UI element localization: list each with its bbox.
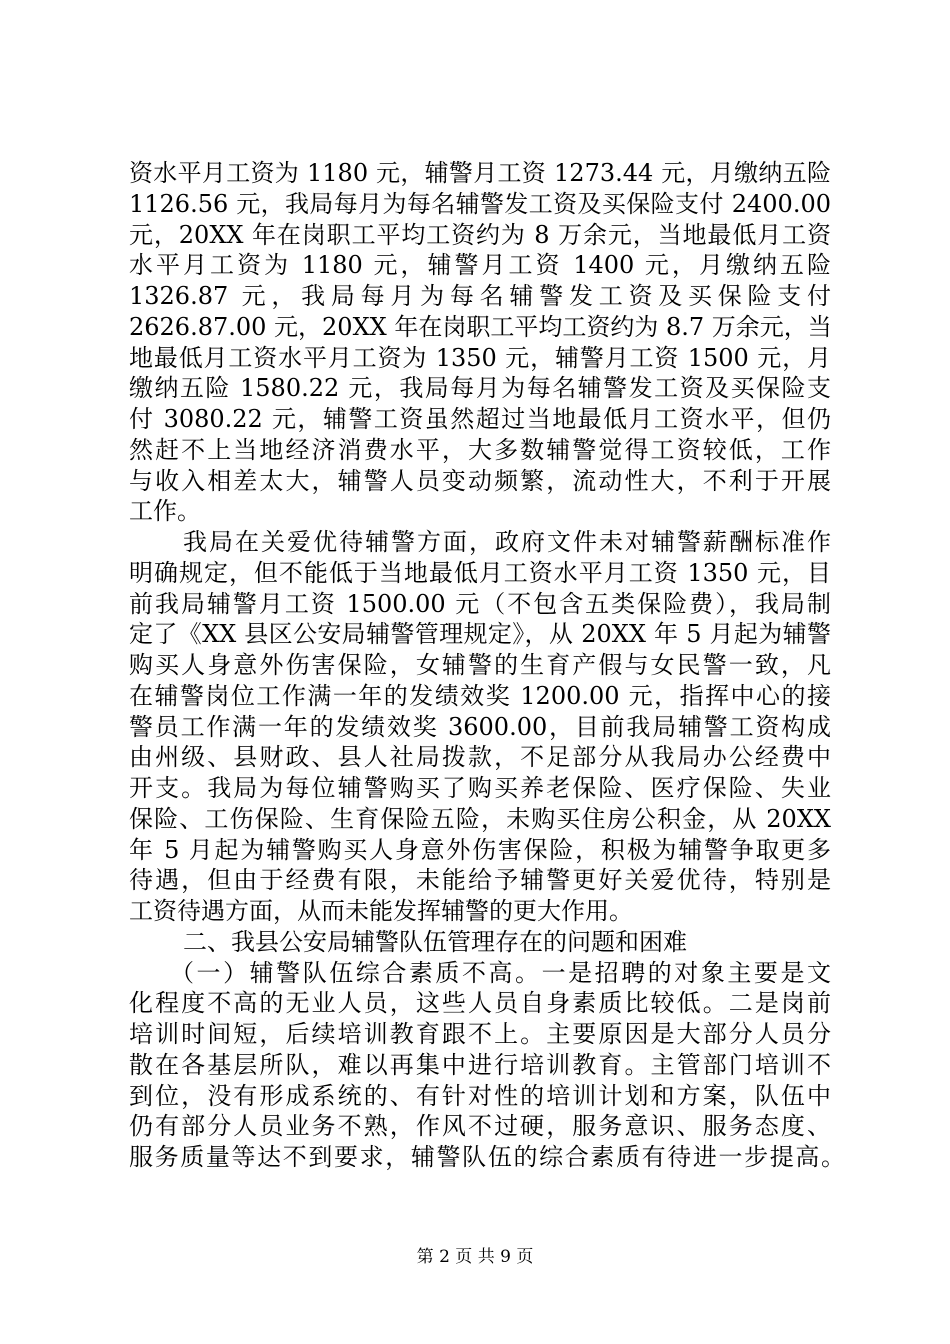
text-line: 资水平月工资为 1180 元，辅警月工资 1273.44 元，月缴纳五险 [129, 159, 831, 187]
text-line: 由州级、县财政、县人社局拨款，不足部分从我局办公经费中 [129, 743, 831, 771]
text-line: 服务质量等达不到要求，辅警队伍的综合素质有待进一步提高。 [129, 1143, 845, 1171]
page-footer: 第 2 页 共 9 页 [416, 1247, 534, 1267]
text-line: 工作。 [129, 497, 201, 525]
paragraph-first-line: （一）辅警队伍综合素质不高。一是招聘的对象主要是文 [170, 959, 831, 987]
text-line: 付 3080.22 元，辅警工资虽然超过当地最低月工资水平，但仍 [129, 405, 831, 433]
text-line: 定了《XX 县区公安局辅警管理规定》，从 20XX 年 5 月起为辅警 [129, 620, 831, 648]
text-line: 到位，没有形成系统的、有针对性的培训计划和方案，队伍中 [129, 1082, 831, 1110]
text-line: 然赶不上当地经济消费水平，大多数辅警觉得工资较低，工作 [129, 436, 831, 464]
text-line: 购买人身意外伤害保险，女辅警的生育产假与女民警一致，凡 [129, 651, 831, 679]
text-line: 地最低月工资水平月工资为 1350 元，辅警月工资 1500 元，月 [129, 344, 831, 372]
text-line: 1126.56 元，我局每月为每名辅警发工资及买保险支付 2400.00 [129, 190, 831, 218]
text-line: 水平月工资为 1180 元，辅警月工资 1400 元，月缴纳五险 [129, 251, 831, 279]
text-line: 保险、工伤保险、生育保险五险，未购买住房公积金，从 20XX [129, 805, 831, 833]
text-line: 与收入相差太大，辅警人员变动频繁，流动性大，不利于开展 [129, 467, 831, 495]
text-line: 在辅警岗位工作满一年的发绩效奖 1200.00 元，指挥中心的接 [129, 682, 831, 710]
text-line: 工资待遇方面，从而未能发挥辅警的更大作用。 [129, 897, 633, 925]
text-line: 前我局辅警月工资 1500.00 元（不包含五类保险费），我局制 [129, 590, 831, 618]
text-line: 散在各基层所队，难以再集中进行培训教育。主管部门培训不 [129, 1051, 831, 1079]
text-line: 警员工作满一年的发绩效奖 3600.00，目前我局辅警工资构成 [129, 713, 831, 741]
paragraph-first-line: 我局在关爱优待辅警方面，政府文件未对辅警薪酬标准作 [183, 528, 831, 556]
text-line: 1326.87 元，我局每月为每名辅警发工资及买保险支付 [129, 282, 831, 310]
text-line: 开支。我局为每位辅警购买了购买养老保险、医疗保险、失业 [129, 774, 831, 802]
text-line: 元，20XX 年在岗职工平均工资约为 8 万余元，当地最低月工资 [129, 221, 831, 249]
text-line: 年 5 月起为辅警购买人身意外伤害保险，积极为辅警争取更多 [129, 836, 831, 864]
text-line: 培训时间短，后续培训教育跟不上。主要原因是大部分人员分 [129, 1020, 831, 1048]
text-line: 2626.87.00 元，20XX 年在岗职工平均工资约为 8.7 万余元，当 [129, 313, 832, 341]
text-line: 化程度不高的无业人员，这些人员自身素质比较低。二是岗前 [129, 989, 831, 1017]
section-heading: 二、我县公安局辅警队伍管理存在的问题和困难 [183, 928, 687, 956]
text-line: 明确规定，但不能低于当地最低月工资水平月工资 1350 元，目 [129, 559, 831, 587]
text-line: 缴纳五险 1580.22 元，我局每月为每名辅警发工资及买保险支 [129, 374, 831, 402]
text-line: 仍有部分人员业务不熟，作风不过硬，服务意识、服务态度、 [129, 1112, 831, 1140]
text-line: 待遇，但由于经费有限，未能给予辅警更好关爱优待，特别是 [129, 866, 831, 894]
